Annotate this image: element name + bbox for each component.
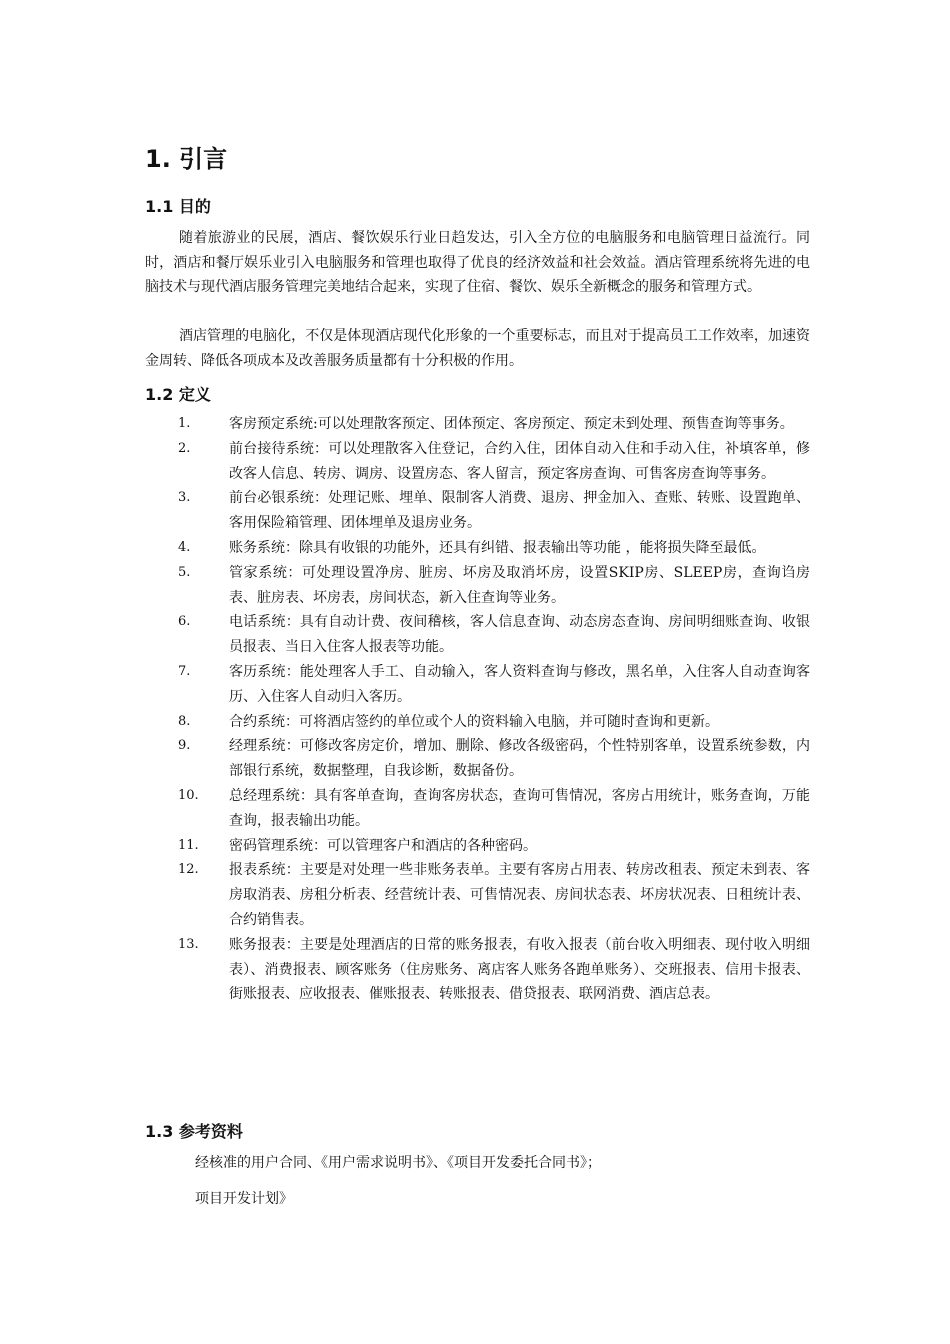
- purpose-paragraph-1: 随着旅游业的民展，酒店、餐饮娱乐行业日趋发达，引入全方位的电脑服务和电脑管理日益流行。同时，酒店和餐厅娱乐业引入电脑服务和管理也取得了优良的经济效益和社会效益。酒店管理系统将先进的电脑技术与现代酒店服务管理完美地结合起来，实现了住宿、餐饮、娱乐全新概念的服务和管理方式。: [145, 230, 810, 295]
- list-item-text: 总经理系统：具有客单查询，查询客房状态，查询可售情况，客房占用统计，账务查询，万能查询，报表输出功能。: [229, 787, 810, 829]
- reference-line-2: 项目开发计划》: [195, 1191, 293, 1207]
- list-item-text: 合约系统：可将酒店签约的单位或个人的资料输入电脑，并可随时查询和更新。: [229, 713, 719, 730]
- list-item-number: 3.: [178, 490, 191, 506]
- list-item-text: 账务系统：除具有收银的功能外，还具有纠错、报表输出等功能 ，能将损失降至最低。: [229, 539, 766, 556]
- list-item: [145, 710, 810, 735]
- list-item: [145, 536, 810, 561]
- list-item-number: 13.: [178, 936, 199, 952]
- list-item-text: 经理系统：可修改客房定价，增加、删除、修改各级密码，个性特别客单，设置系统参数，内部银行系统，数据整理，自我诊断，数据备份。: [229, 738, 810, 780]
- list-item-number: 8.: [178, 713, 191, 729]
- list-item-number: 10.: [178, 787, 199, 803]
- list-item-number: 6.: [178, 614, 191, 630]
- purpose-paragraph-2: 酒店管理的电脑化，不仅是体现酒店现代化形象的一个重要标志，而且对于提高员工工作效率，加速资金周转、降低各项成本及改善服务质量都有十分积极的作用。: [145, 328, 810, 369]
- list-item: [145, 858, 810, 932]
- list-item: [145, 561, 810, 611]
- list-item: [145, 734, 810, 784]
- list-item-number: 5.: [178, 564, 191, 580]
- section-title-definitions: 1.2 定义: [145, 385, 211, 404]
- list-item: [145, 784, 810, 834]
- list-item: [145, 660, 810, 710]
- definitions-list: [145, 412, 810, 1007]
- list-item-text: 客房预定系统:可以处理散客预定、团体预定、客房预定、预定未到处理、预售查询等事务。: [229, 416, 794, 432]
- list-item-text: 管家系统：可处理设置净房、脏房、坏房及取消坏房，设置SKIP房、SLEEP房，查询诌房表、脏房表、坏房表，房间状态，新入住查询等业务。: [229, 564, 810, 606]
- list-item-number: 7.: [178, 663, 191, 679]
- list-item-number: 9.: [178, 738, 191, 754]
- list-item-number: 4.: [178, 539, 191, 555]
- section-title-purpose: 1.1 目的: [145, 197, 211, 216]
- list-item: [145, 933, 810, 1007]
- list-item-text: 客历系统：能处理客人手工、自动输入，客人资料查询与修改，黑名单，入住客人自动查询客历、入住客人自动归入客历。: [229, 663, 810, 705]
- list-item-text: 前台接待系统：可以处理散客入住登记，合约入住，团体自动入住和手动入住，补填客单，修改客人信息、转房、调房、设置房态、客人留言，预定客房查询、可售客房查询等事务。: [229, 440, 810, 482]
- list-item-number: 2.: [178, 440, 191, 456]
- list-item: [145, 437, 810, 487]
- list-item-text: 账务报表：主要是处理酒店的日常的账务报表，有收入报表（前台收入明细表、现付收入明细表）、消费报表、顾客账务（住房账务、离店客人账务各跑单账务）、交班报表、信用卡报表、街账报表、应收报表、催账报表、转账报表、借贷报表、联网消费、酒店总表。: [229, 936, 810, 1003]
- list-item-number: 1.: [178, 416, 191, 431]
- list-item-number: 11.: [178, 837, 199, 853]
- list-item: [145, 610, 810, 660]
- list-item: [145, 412, 810, 437]
- list-item-text: 前台必银系统：处理记账、埋单、限制客人消费、退房、押金加入、查账、转账、设置跑单、客用保险箱管理、团体埋单及退房业务。: [229, 490, 810, 532]
- section-title-references: 1.3 参考资料: [145, 1122, 243, 1141]
- list-item: [145, 486, 810, 536]
- list-item: [145, 834, 810, 859]
- list-item-number: 12.: [178, 862, 199, 878]
- list-item-text: 电话系统：具有自动计费、夜间稽核，客人信息查询、动态房态查询、房间明细账查询、收银员报表、当日入住客人报表等功能。: [229, 614, 810, 656]
- list-item-text: 报表系统：主要是对处理一些非账务表单。主要有客房占用表、转房改租表、预定未到表、客房取消表、房租分析表、经营统计表、可售情况表、房间状态表、坏房状况表、日租统计表、合约销售表。: [229, 862, 810, 928]
- chapter-heading: 1. 引言: [145, 145, 228, 173]
- reference-line-1: 经核准的用户合同、《用户需求说明书》、《项目开发委托合同书》；: [195, 1155, 601, 1171]
- list-item-text: 密码管理系统：可以管理客户和酒店的各种密码。: [229, 837, 537, 854]
